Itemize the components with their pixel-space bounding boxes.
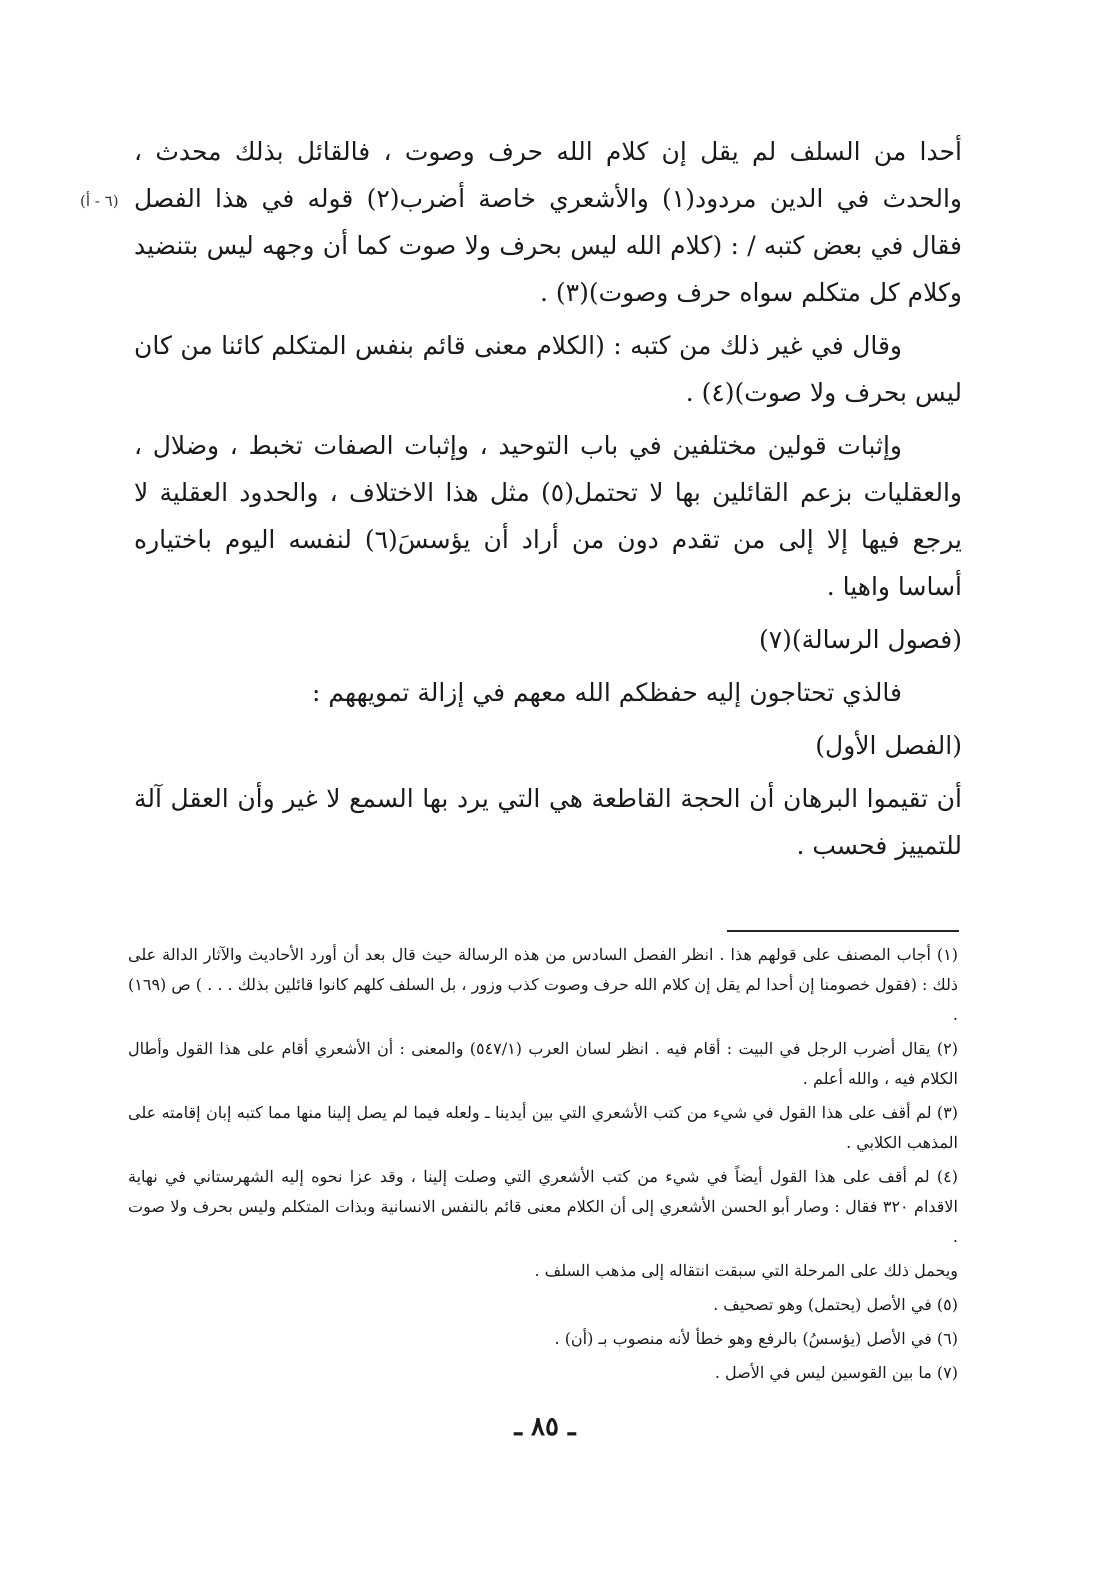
main-text-block (134, 128, 962, 875)
footnotes-block (128, 940, 958, 1392)
footnote-1: (١) أجاب المصنف على قولهم هذا . انظر الفصل السادس من هذه الرسالة حيث قال بعد أن أورد الأحاديث والآثار الدالة على ذلك : (فقول خصومنا إن أحدا لم يقل إن كلام الله حرف وصوت كذب وزور ، بل السلف كلهم كانوا قائلين بذلك . . . ) ص (١٦٩) . (128, 945, 959, 1024)
paragraph-4: فالذي تحتاجون إليه حفظكم الله معهم في إزالة تمويههم : (312, 678, 902, 707)
margin-folio-note: (٦ - أ) (80, 192, 119, 210)
footnote-6: (٦) في الأصل (يؤسسُ) بالرفع وهو خطأ لأنه منصوب بـ (أن) . (554, 1329, 958, 1348)
paragraph-1: أحدا من السلف لم يقل إن كلام الله حرف وصوت ، فالقائل بذلك محدث ، والحدث في الدين مردود(١) والأشعري خاصة أضرب(٢) قوله في هذا الفصل فقال في بعض كتبه / : (كلام الله ليس بحرف ولا صوت كما أن وجهه ليس بتنضيد وكلام كل متكلم سواه حرف وصوت)(٣) . (134, 137, 962, 307)
heading-fusul-al-risala: (فصول الرسالة)(٧) (758, 625, 962, 654)
heading-al-fasl-al-awwal: (الفصل الأول) (815, 731, 962, 760)
footnote-4-continuation: ويحمل ذلك على المرحلة التي سبقت انتقاله إلى مذهب السلف . (534, 1261, 958, 1280)
footnote-separator (727, 930, 959, 932)
paragraph-2: وقال في غير ذلك من كتبه : (الكلام معنى قائم بنفس المتكلم كائنا من كان ليس بحرف ولا صوت)(٤) . (134, 331, 962, 407)
paragraph-5: أن تقيموا البرهان أن الحجة القاطعة هي التي يرد بها السمع لا غير وأن العقل آلة للتمييز فحسب . (134, 784, 962, 860)
footnote-2: (٢) يقال أضرب الرجل في البيت : أقام فيه . انظر لسان العرب (٥٤٧/١) والمعنى : أن الأشعري أقام على هذا القول وأطال الكلام فيه ، والله أعلم . (128, 1039, 958, 1088)
footnote-5: (٥) في الأصل (يحتمل) وهو تصحيف . (713, 1295, 958, 1314)
page-number: ـ ٨٥ ـ (514, 1412, 576, 1442)
footnote-3: (٣) لم أقف على هذا القول في شيء من كتب الأشعري التي بين أيدينا ـ ولعله فيما لم يصل إلينا منها مما كتبه إبان إقامته على المذهب الكلابي . (128, 1103, 958, 1152)
paragraph-3: وإثبات قولين مختلفين في باب التوحيد ، وإثبات الصفات تخبط ، وضلال ، والعقليات بزعم القائلين بها لا تحتمل(٥) مثل هذا الاختلاف ، والحدود العقلية لا يرجع فيها إلا إلى من تقدم دون من أراد أن يؤسسَ(٦) لنفسه اليوم باختياره أساسا واهيا . (134, 431, 963, 601)
footnote-4: (٤) لم أقف على هذا القول أيضاً في شيء من كتب الأشعري التي وصلت إلينا ، وقد عزا نحوه إليه الشهرستاني في نهاية الاقدام ٣٢٠ فقال : وصار أبو الحسن الأشعري إلى أن الكلام معنى قائم بالنفس الانسانية وبذات المتكلم وليس بحرف ولا صوت . (128, 1167, 959, 1246)
footnote-7: (٧) ما بين القوسين ليس في الأصل . (714, 1363, 958, 1382)
